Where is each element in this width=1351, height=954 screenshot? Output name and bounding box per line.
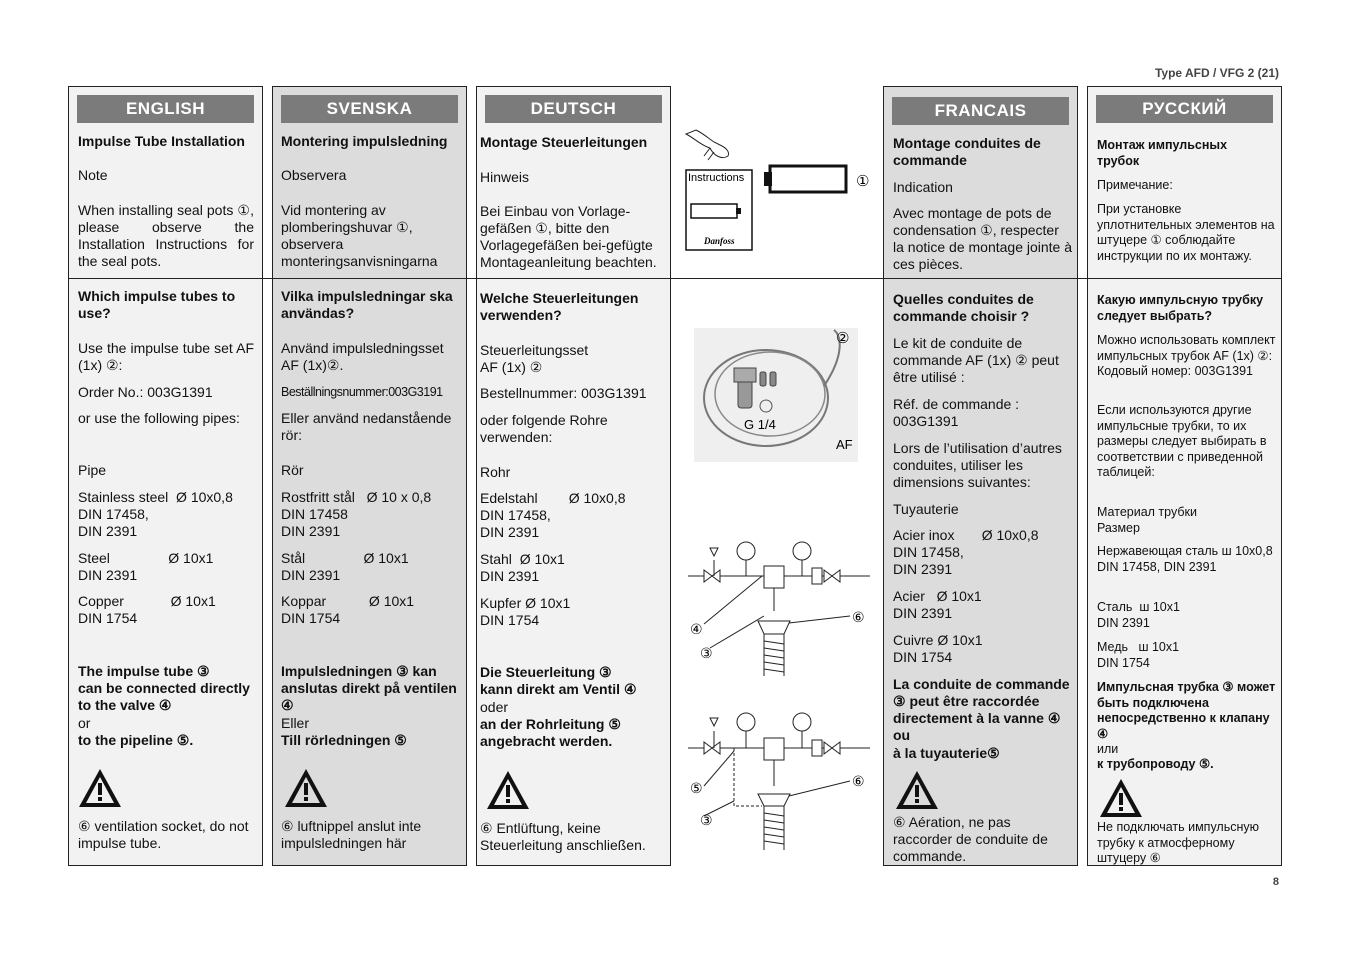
connection-pipeline: to the pipeline ⑤. xyxy=(78,732,194,748)
pipe-copper: Copper Ø 10x1 DIN 1754 xyxy=(78,593,216,626)
pipe-copper: Koppar Ø 10x1 DIN 1754 xyxy=(281,593,415,626)
connection-or: or xyxy=(78,715,91,731)
question-heading: Какую импульсную трубку следует выбрать? xyxy=(1097,293,1264,323)
note-label: Примечание: xyxy=(1097,178,1173,192)
warning-text: ⑥ Entlüftung, keine Steuerleitung anschließen. xyxy=(480,820,646,853)
warning-text: ⑥ ventilation socket, do not impulse tube. xyxy=(78,818,249,851)
pipe-label: Pipe xyxy=(78,462,107,478)
note-text: Bei Einbau von Vorlage-gefäßen ①, bitte den Vorlagegefäßen bei-gefügte Montageanleitung beachten. xyxy=(480,203,657,270)
pipe-steel: Stahl Ø 10x1 DIN 2391 xyxy=(480,551,565,584)
column-svenska xyxy=(272,86,467,866)
section-divider xyxy=(68,278,1282,279)
warning-icon xyxy=(894,769,940,811)
callout-4: ④ xyxy=(690,622,703,638)
question-heading: Welche Steuerleitungen verwenden? xyxy=(480,290,639,323)
section-title: Montering impulsledning xyxy=(281,133,448,149)
pipe-label: Tuyauterie xyxy=(893,501,959,517)
connection-text: Die Steuerleitung ③ kann direkt am Ventil ④ xyxy=(480,664,637,697)
connection-text: Impulsledningen ③ kan anslutas direkt på ventilen ④ xyxy=(281,663,457,713)
section-title: Монтаж импульсных трубок xyxy=(1097,138,1228,168)
alternative-text: or use the following pipes: xyxy=(78,410,240,426)
question-heading: Which impulse tubes to use? xyxy=(78,288,236,321)
pointing-hand-icon xyxy=(686,130,729,160)
pipe-copper: Медь ш 10x1 DIN 1754 xyxy=(1097,640,1180,670)
callout-6: ⑥ xyxy=(852,610,865,626)
question-heading: Vilka impulsledningar ska användas? xyxy=(281,288,453,321)
alternative-text: Eller använd nedanstående rör: xyxy=(281,410,452,443)
warning-text: Не подключать импульсную трубку к атмосферному штуцеру ⑥ xyxy=(1097,820,1259,865)
connection-text: The impulse tube ③ can be connected directly to the valve ④ xyxy=(78,663,250,713)
instructions-label: Instructions xyxy=(688,172,745,184)
connection-text: La conduite de commande ③ peut être raccordée directement à la vanne ④ ou xyxy=(893,676,1070,743)
section-title: Montage conduites de commande xyxy=(893,135,1041,168)
column-deutsch xyxy=(476,86,671,866)
valve-diagram-pipeline xyxy=(688,713,870,850)
warning-icon xyxy=(1098,777,1144,819)
callout-5: ⑤ xyxy=(690,781,703,797)
pipe-label: Rör xyxy=(281,462,304,478)
tube-set-text: Använd impulsledningsset AF (1x)②. xyxy=(281,340,444,373)
question-heading: Quelles conduites de commande choisir ? xyxy=(893,291,1034,324)
column-russian xyxy=(1087,86,1282,866)
callout-1: ① xyxy=(856,172,870,190)
alternative-text: oder folgende Rohre verwenden: xyxy=(480,412,608,445)
valve-diagram-direct xyxy=(688,542,870,676)
note-label: Indication xyxy=(893,179,953,195)
language-heading: DEUTSCH xyxy=(485,95,662,123)
warning-text: ⑥ Aération, ne pas raccorder de conduite de commande. xyxy=(893,814,1048,864)
pipe-steel: Сталь ш 10x1 DIN 2391 xyxy=(1097,600,1180,630)
pipe-label: Rohr xyxy=(480,464,511,480)
note-label: Hinweis xyxy=(480,169,530,185)
pipe-stainless: Rostfritt stål Ø 10 x 0,8 DIN 17458 DIN 2391 xyxy=(281,489,432,539)
pipe-copper: Kupfer Ø 10x1 DIN 1754 xyxy=(480,595,571,628)
order-number: Beställningsnummer:003G3191 xyxy=(281,385,443,399)
language-heading: FRANCAIS xyxy=(892,97,1069,125)
alternative-text: Lors de l’utilisation d’autres conduites, utiliser les dimensions suivantes: xyxy=(893,440,1062,490)
alternative-text: Если используются другие импульсные трубки, то их размеры следует выбирать в соответствии с приведенной таблицей: xyxy=(1097,403,1267,479)
section-title: Impulse Tube Installation xyxy=(78,133,245,149)
callout-3b: ③ xyxy=(700,813,713,829)
tube-set-text: Use the impulse tube set AF (1x) ②: xyxy=(78,340,254,373)
note-text: При установке уплотнительных элементов на штуцере ① соблюдайте инструкции по их монтажу. xyxy=(1097,202,1275,263)
pipe-copper: Cuivre Ø 10x1 DIN 1754 xyxy=(893,632,983,665)
column-francais xyxy=(883,86,1078,866)
impulse-tube-set-photo xyxy=(694,328,858,462)
pipe-stainless: Edelstahl Ø 10x0,8 DIN 17458, DIN 2391 xyxy=(480,490,626,540)
connection-pipeline: à la tuyauterie⑤ xyxy=(893,745,1000,761)
language-heading: ENGLISH xyxy=(77,95,254,123)
warning-icon xyxy=(77,767,123,809)
document-type-header: Type AFD / VFG 2 (21) xyxy=(1154,66,1279,80)
tube-set-text: Можно использовать комплект импульсных трубок AF (1x) ②: Кодовый номер: 003G1391 xyxy=(1097,333,1276,378)
connection-or: Eller xyxy=(281,715,310,731)
callout-3: ③ xyxy=(700,646,713,662)
pipe-steel: Steel Ø 10x1 DIN 2391 xyxy=(78,550,214,583)
section-title: Montage Steuerleitungen xyxy=(480,134,648,150)
connection-text: Импульсная трубка ③ может быть подключена непосредственно к клапану ④ xyxy=(1097,680,1276,741)
callout-6b: ⑥ xyxy=(852,774,865,790)
seal-pot-icon xyxy=(770,166,846,192)
column-english xyxy=(68,86,263,866)
page-number: 8 xyxy=(1272,876,1279,888)
callout-2: ② xyxy=(836,329,850,347)
connection-pipeline: an der Rohrleitung ⑤ angebracht werden. xyxy=(480,716,621,749)
warning-icon xyxy=(283,767,329,809)
pipe-steel: Acier Ø 10x1 DIN 2391 xyxy=(893,588,982,621)
connection-or: или xyxy=(1097,742,1119,756)
note-text: Vid montering av plomberingshuvar ①, observera monteringsanvisningarna xyxy=(281,202,438,269)
af-label: AF xyxy=(836,437,853,452)
note-label: Note xyxy=(78,167,108,183)
pipe-stainless: Stainless steel Ø 10x0,8 DIN 17458, DIN 2391 xyxy=(78,489,233,539)
order-number: Order No.: 003G1391 xyxy=(78,384,213,400)
connection-or: oder xyxy=(480,699,509,715)
language-heading: SVENSKA xyxy=(281,95,458,123)
warning-text: ⑥ luftnippel anslut inte impulsledningen här xyxy=(281,818,422,851)
tube-set-text: Steuerleitungsset AF (1x) ② xyxy=(480,342,589,375)
order-number: Réf. de commande : 003G1391 xyxy=(893,396,1020,429)
pipe-steel: Stål Ø 10x1 DIN 2391 xyxy=(281,550,409,583)
thread-label: G 1/4 xyxy=(744,417,776,432)
order-number: Bestellnummer: 003G1391 xyxy=(480,385,647,401)
danfoss-logo: Danfoss xyxy=(704,236,735,246)
language-heading: РУССКИЙ xyxy=(1096,95,1273,123)
figure-area xyxy=(674,86,882,866)
installation-figures xyxy=(674,86,882,866)
note-text: Avec montage de pots de condensation ①, respecter la notice de montage jointe à ces pièces. xyxy=(893,205,1073,272)
tube-set-text: Le kit de conduite de commande AF (1x) ② peut être utilisé : xyxy=(893,335,1059,385)
connection-pipeline: Till rörledningen ⑤ xyxy=(281,732,407,748)
note-label: Observera xyxy=(281,167,347,183)
warning-icon xyxy=(485,769,531,811)
pipe-label: Материал трубки Размер xyxy=(1097,505,1197,535)
note-text: When installing seal pots ①, please observe the Installation Instructions for the seal pots. xyxy=(78,202,254,269)
connection-pipeline: к трубопроводу ⑤. xyxy=(1097,757,1214,771)
pipe-stainless: Acier inox Ø 10x0,8 DIN 17458, DIN 2391 xyxy=(893,527,1039,577)
pipe-stainless: Нержавеющая сталь ш 10x0,8 DIN 17458, DIN 2391 xyxy=(1097,544,1273,574)
